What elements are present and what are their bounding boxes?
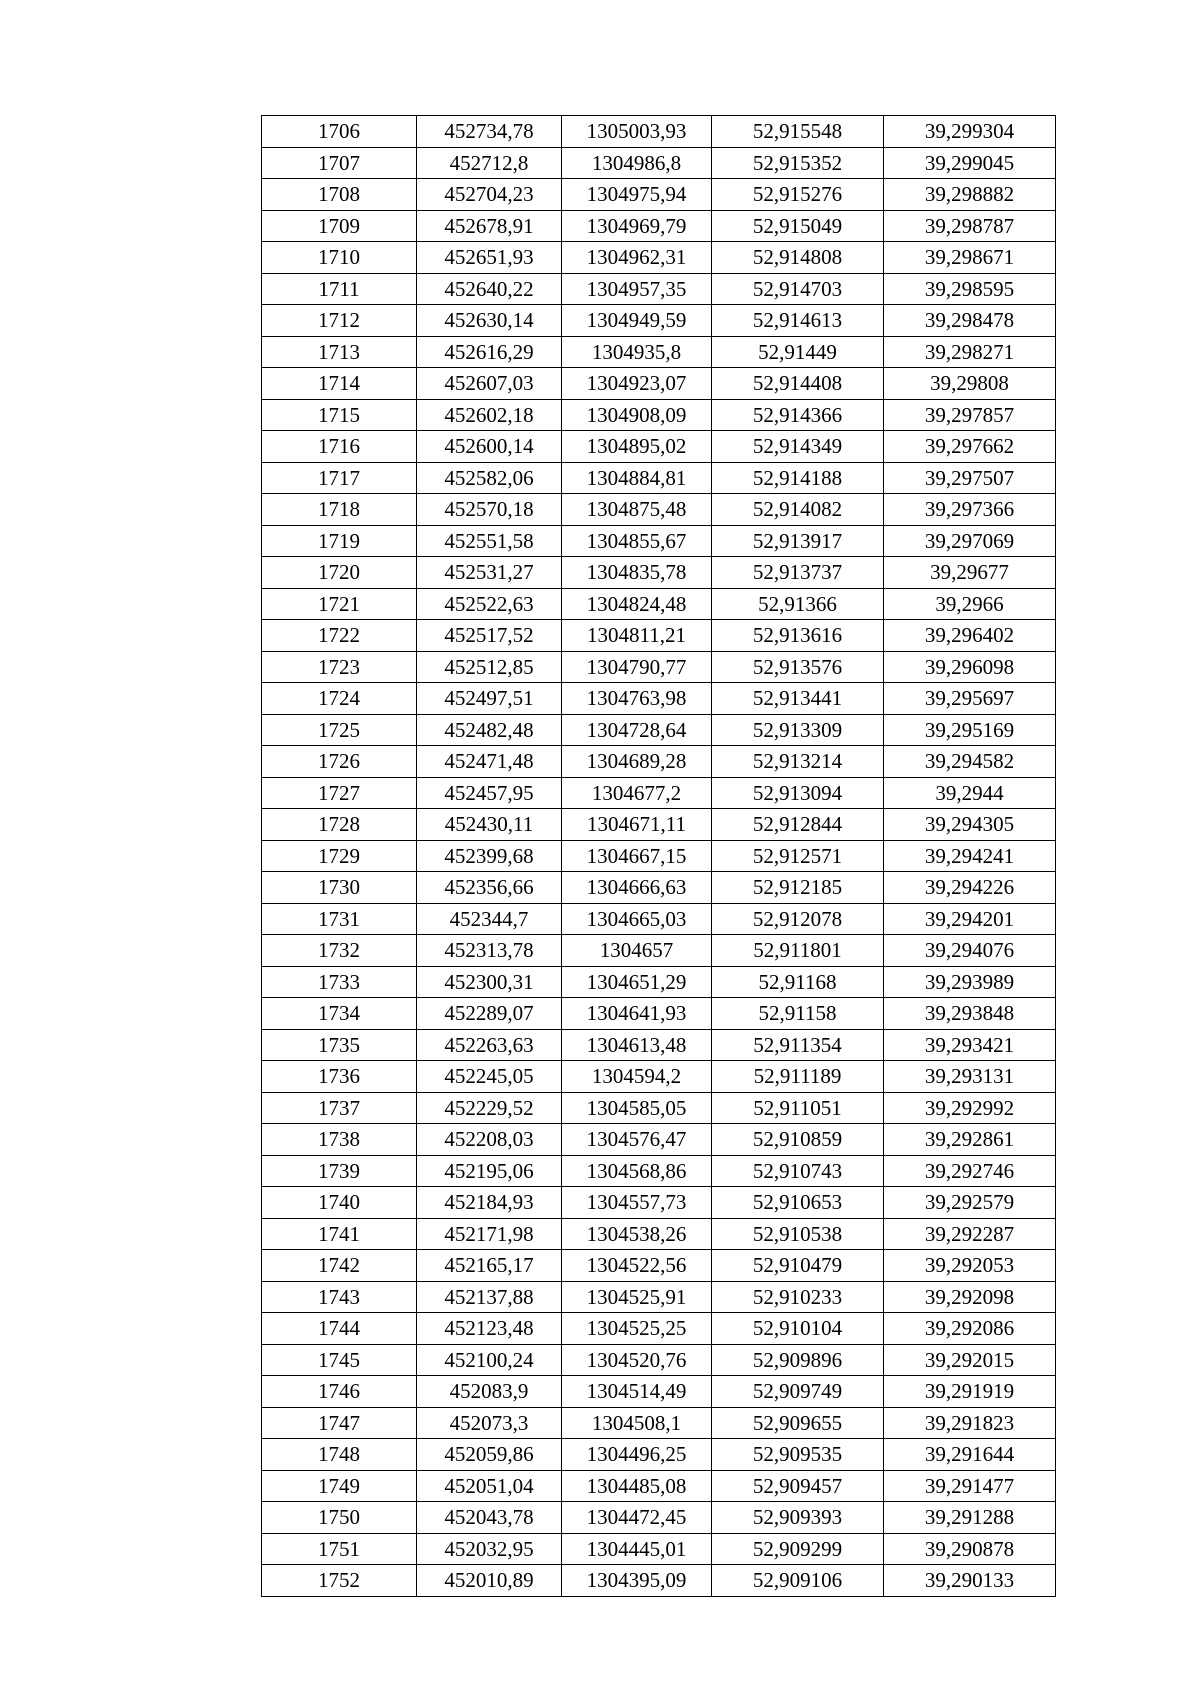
point-number-cell: 1709 xyxy=(262,210,417,242)
table-row xyxy=(262,494,1056,526)
longitude-cell: 39,298595 xyxy=(884,273,1056,305)
table-row xyxy=(262,998,1056,1030)
longitude-cell: 39,2944 xyxy=(884,777,1056,809)
point-number-cell: 1740 xyxy=(262,1187,417,1219)
point-number-cell: 1749 xyxy=(262,1470,417,1502)
x-coordinate-cell: 452651,93 xyxy=(417,242,562,274)
table-row xyxy=(262,1029,1056,1061)
x-coordinate-cell: 452032,95 xyxy=(417,1533,562,1565)
longitude-cell: 39,292992 xyxy=(884,1092,1056,1124)
point-number-cell: 1744 xyxy=(262,1313,417,1345)
latitude-cell: 52,909655 xyxy=(712,1407,884,1439)
y-coordinate-cell: 1304667,15 xyxy=(562,840,712,872)
table-row xyxy=(262,273,1056,305)
point-number-cell: 1731 xyxy=(262,903,417,935)
latitude-cell: 52,910653 xyxy=(712,1187,884,1219)
point-number-cell: 1725 xyxy=(262,714,417,746)
y-coordinate-cell: 1304445,01 xyxy=(562,1533,712,1565)
longitude-cell: 39,293848 xyxy=(884,998,1056,1030)
y-coordinate-cell: 1304568,86 xyxy=(562,1155,712,1187)
y-coordinate-cell: 1304522,56 xyxy=(562,1250,712,1282)
longitude-cell: 39,297662 xyxy=(884,431,1056,463)
latitude-cell: 52,915049 xyxy=(712,210,884,242)
y-coordinate-cell: 1304671,11 xyxy=(562,809,712,841)
latitude-cell: 52,913737 xyxy=(712,557,884,589)
point-number-cell: 1719 xyxy=(262,525,417,557)
table-row xyxy=(262,683,1056,715)
x-coordinate-cell: 452208,03 xyxy=(417,1124,562,1156)
y-coordinate-cell: 1304525,25 xyxy=(562,1313,712,1345)
point-number-cell: 1716 xyxy=(262,431,417,463)
table-row xyxy=(262,399,1056,431)
y-coordinate-cell: 1304666,63 xyxy=(562,872,712,904)
table-row xyxy=(262,1470,1056,1502)
table-row xyxy=(262,1344,1056,1376)
x-coordinate-cell: 452512,85 xyxy=(417,651,562,683)
point-number-cell: 1717 xyxy=(262,462,417,494)
longitude-cell: 39,290878 xyxy=(884,1533,1056,1565)
x-coordinate-cell: 452602,18 xyxy=(417,399,562,431)
y-coordinate-cell: 1304923,07 xyxy=(562,368,712,400)
y-coordinate-cell: 1304884,81 xyxy=(562,462,712,494)
latitude-cell: 52,910233 xyxy=(712,1281,884,1313)
point-number-cell: 1710 xyxy=(262,242,417,274)
point-number-cell: 1730 xyxy=(262,872,417,904)
latitude-cell: 52,909299 xyxy=(712,1533,884,1565)
latitude-cell: 52,909106 xyxy=(712,1565,884,1597)
longitude-cell: 39,291919 xyxy=(884,1376,1056,1408)
longitude-cell: 39,294201 xyxy=(884,903,1056,935)
x-coordinate-cell: 452678,91 xyxy=(417,210,562,242)
point-number-cell: 1726 xyxy=(262,746,417,778)
table-row xyxy=(262,714,1056,746)
table-row xyxy=(262,1376,1056,1408)
longitude-cell: 39,29677 xyxy=(884,557,1056,589)
point-number-cell: 1728 xyxy=(262,809,417,841)
table-row xyxy=(262,368,1056,400)
point-number-cell: 1747 xyxy=(262,1407,417,1439)
longitude-cell: 39,294241 xyxy=(884,840,1056,872)
point-number-cell: 1737 xyxy=(262,1092,417,1124)
longitude-cell: 39,2966 xyxy=(884,588,1056,620)
point-number-cell: 1734 xyxy=(262,998,417,1030)
latitude-cell: 52,91158 xyxy=(712,998,884,1030)
table-row xyxy=(262,903,1056,935)
table-row xyxy=(262,1155,1056,1187)
longitude-cell: 39,298478 xyxy=(884,305,1056,337)
y-coordinate-cell: 1304895,02 xyxy=(562,431,712,463)
y-coordinate-cell: 1304824,48 xyxy=(562,588,712,620)
x-coordinate-cell: 452300,31 xyxy=(417,966,562,998)
longitude-cell: 39,298882 xyxy=(884,179,1056,211)
longitude-cell: 39,291644 xyxy=(884,1439,1056,1471)
x-coordinate-cell: 452313,78 xyxy=(417,935,562,967)
longitude-cell: 39,292861 xyxy=(884,1124,1056,1156)
x-coordinate-cell: 452059,86 xyxy=(417,1439,562,1471)
x-coordinate-cell: 452043,78 xyxy=(417,1502,562,1534)
y-coordinate-cell: 1304395,09 xyxy=(562,1565,712,1597)
longitude-cell: 39,291823 xyxy=(884,1407,1056,1439)
longitude-cell: 39,295169 xyxy=(884,714,1056,746)
longitude-cell: 39,293131 xyxy=(884,1061,1056,1093)
y-coordinate-cell: 1304975,94 xyxy=(562,179,712,211)
coordinates-table xyxy=(261,115,1056,1597)
longitude-cell: 39,292098 xyxy=(884,1281,1056,1313)
point-number-cell: 1733 xyxy=(262,966,417,998)
x-coordinate-cell: 452123,48 xyxy=(417,1313,562,1345)
x-coordinate-cell: 452616,29 xyxy=(417,336,562,368)
latitude-cell: 52,914808 xyxy=(712,242,884,274)
coordinates-table-body xyxy=(262,116,1056,1597)
table-row xyxy=(262,525,1056,557)
longitude-cell: 39,297857 xyxy=(884,399,1056,431)
point-number-cell: 1711 xyxy=(262,273,417,305)
point-number-cell: 1743 xyxy=(262,1281,417,1313)
x-coordinate-cell: 452704,23 xyxy=(417,179,562,211)
point-number-cell: 1727 xyxy=(262,777,417,809)
longitude-cell: 39,294305 xyxy=(884,809,1056,841)
latitude-cell: 52,915276 xyxy=(712,179,884,211)
longitude-cell: 39,29808 xyxy=(884,368,1056,400)
latitude-cell: 52,912185 xyxy=(712,872,884,904)
longitude-cell: 39,297069 xyxy=(884,525,1056,557)
y-coordinate-cell: 1304485,08 xyxy=(562,1470,712,1502)
y-coordinate-cell: 1304514,49 xyxy=(562,1376,712,1408)
y-coordinate-cell: 1304496,25 xyxy=(562,1439,712,1471)
longitude-cell: 39,293421 xyxy=(884,1029,1056,1061)
x-coordinate-cell: 452600,14 xyxy=(417,431,562,463)
longitude-cell: 39,294582 xyxy=(884,746,1056,778)
point-number-cell: 1746 xyxy=(262,1376,417,1408)
table-row xyxy=(262,1218,1056,1250)
x-coordinate-cell: 452570,18 xyxy=(417,494,562,526)
point-number-cell: 1706 xyxy=(262,116,417,148)
y-coordinate-cell: 1304986,8 xyxy=(562,147,712,179)
latitude-cell: 52,915548 xyxy=(712,116,884,148)
table-row xyxy=(262,872,1056,904)
latitude-cell: 52,912844 xyxy=(712,809,884,841)
latitude-cell: 52,912078 xyxy=(712,903,884,935)
table-row xyxy=(262,210,1056,242)
x-coordinate-cell: 452457,95 xyxy=(417,777,562,809)
longitude-cell: 39,292746 xyxy=(884,1155,1056,1187)
x-coordinate-cell: 452195,06 xyxy=(417,1155,562,1187)
x-coordinate-cell: 452010,89 xyxy=(417,1565,562,1597)
y-coordinate-cell: 1304935,8 xyxy=(562,336,712,368)
x-coordinate-cell: 452517,52 xyxy=(417,620,562,652)
latitude-cell: 52,911801 xyxy=(712,935,884,967)
point-number-cell: 1722 xyxy=(262,620,417,652)
table-row xyxy=(262,242,1056,274)
y-coordinate-cell: 1304613,48 xyxy=(562,1029,712,1061)
y-coordinate-cell: 1304835,78 xyxy=(562,557,712,589)
y-coordinate-cell: 1304641,93 xyxy=(562,998,712,1030)
longitude-cell: 39,299304 xyxy=(884,116,1056,148)
table-row xyxy=(262,462,1056,494)
point-number-cell: 1715 xyxy=(262,399,417,431)
longitude-cell: 39,297507 xyxy=(884,462,1056,494)
x-coordinate-cell: 452289,07 xyxy=(417,998,562,1030)
table-row xyxy=(262,620,1056,652)
latitude-cell: 52,909393 xyxy=(712,1502,884,1534)
point-number-cell: 1724 xyxy=(262,683,417,715)
y-coordinate-cell: 1304969,79 xyxy=(562,210,712,242)
x-coordinate-cell: 452137,88 xyxy=(417,1281,562,1313)
y-coordinate-cell: 1304520,76 xyxy=(562,1344,712,1376)
table-row xyxy=(262,1313,1056,1345)
x-coordinate-cell: 452712,8 xyxy=(417,147,562,179)
point-number-cell: 1745 xyxy=(262,1344,417,1376)
latitude-cell: 52,913917 xyxy=(712,525,884,557)
point-number-cell: 1707 xyxy=(262,147,417,179)
y-coordinate-cell: 1304525,91 xyxy=(562,1281,712,1313)
table-row xyxy=(262,1502,1056,1534)
y-coordinate-cell: 1304763,98 xyxy=(562,683,712,715)
y-coordinate-cell: 1304855,67 xyxy=(562,525,712,557)
y-coordinate-cell: 1304651,29 xyxy=(562,966,712,998)
latitude-cell: 52,911189 xyxy=(712,1061,884,1093)
table-row xyxy=(262,1533,1056,1565)
x-coordinate-cell: 452073,3 xyxy=(417,1407,562,1439)
table-row xyxy=(262,588,1056,620)
latitude-cell: 52,914188 xyxy=(712,462,884,494)
x-coordinate-cell: 452471,48 xyxy=(417,746,562,778)
x-coordinate-cell: 452399,68 xyxy=(417,840,562,872)
latitude-cell: 52,913441 xyxy=(712,683,884,715)
table-row xyxy=(262,1187,1056,1219)
point-number-cell: 1713 xyxy=(262,336,417,368)
point-number-cell: 1712 xyxy=(262,305,417,337)
latitude-cell: 52,914408 xyxy=(712,368,884,400)
table-row xyxy=(262,1250,1056,1282)
latitude-cell: 52,913214 xyxy=(712,746,884,778)
point-number-cell: 1752 xyxy=(262,1565,417,1597)
y-coordinate-cell: 1304665,03 xyxy=(562,903,712,935)
y-coordinate-cell: 1304677,2 xyxy=(562,777,712,809)
table-row xyxy=(262,1439,1056,1471)
point-number-cell: 1720 xyxy=(262,557,417,589)
latitude-cell: 52,910743 xyxy=(712,1155,884,1187)
table-row xyxy=(262,336,1056,368)
latitude-cell: 52,912571 xyxy=(712,840,884,872)
latitude-cell: 52,910538 xyxy=(712,1218,884,1250)
table-row xyxy=(262,431,1056,463)
table-row xyxy=(262,1124,1056,1156)
y-coordinate-cell: 1304957,35 xyxy=(562,273,712,305)
x-coordinate-cell: 452263,63 xyxy=(417,1029,562,1061)
latitude-cell: 52,910479 xyxy=(712,1250,884,1282)
point-number-cell: 1748 xyxy=(262,1439,417,1471)
longitude-cell: 39,291477 xyxy=(884,1470,1056,1502)
longitude-cell: 39,292015 xyxy=(884,1344,1056,1376)
x-coordinate-cell: 452100,24 xyxy=(417,1344,562,1376)
x-coordinate-cell: 452582,06 xyxy=(417,462,562,494)
point-number-cell: 1739 xyxy=(262,1155,417,1187)
longitude-cell: 39,298787 xyxy=(884,210,1056,242)
x-coordinate-cell: 452734,78 xyxy=(417,116,562,148)
x-coordinate-cell: 452245,05 xyxy=(417,1061,562,1093)
x-coordinate-cell: 452497,51 xyxy=(417,683,562,715)
point-number-cell: 1736 xyxy=(262,1061,417,1093)
y-coordinate-cell: 1304508,1 xyxy=(562,1407,712,1439)
y-coordinate-cell: 1304657 xyxy=(562,935,712,967)
y-coordinate-cell: 1304949,59 xyxy=(562,305,712,337)
table-row xyxy=(262,651,1056,683)
longitude-cell: 39,293989 xyxy=(884,966,1056,998)
latitude-cell: 52,911051 xyxy=(712,1092,884,1124)
latitude-cell: 52,914366 xyxy=(712,399,884,431)
table-row xyxy=(262,557,1056,589)
point-number-cell: 1742 xyxy=(262,1250,417,1282)
point-number-cell: 1723 xyxy=(262,651,417,683)
latitude-cell: 52,913616 xyxy=(712,620,884,652)
table-row xyxy=(262,935,1056,967)
latitude-cell: 52,91366 xyxy=(712,588,884,620)
point-number-cell: 1732 xyxy=(262,935,417,967)
x-coordinate-cell: 452531,27 xyxy=(417,557,562,589)
x-coordinate-cell: 452171,98 xyxy=(417,1218,562,1250)
table-row xyxy=(262,966,1056,998)
x-coordinate-cell: 452607,03 xyxy=(417,368,562,400)
latitude-cell: 52,91168 xyxy=(712,966,884,998)
y-coordinate-cell: 1304594,2 xyxy=(562,1061,712,1093)
point-number-cell: 1738 xyxy=(262,1124,417,1156)
latitude-cell: 52,913576 xyxy=(712,651,884,683)
table-row xyxy=(262,840,1056,872)
x-coordinate-cell: 452356,66 xyxy=(417,872,562,904)
latitude-cell: 52,909535 xyxy=(712,1439,884,1471)
longitude-cell: 39,296098 xyxy=(884,651,1056,683)
latitude-cell: 52,914703 xyxy=(712,273,884,305)
latitude-cell: 52,909896 xyxy=(712,1344,884,1376)
x-coordinate-cell: 452522,63 xyxy=(417,588,562,620)
x-coordinate-cell: 452229,52 xyxy=(417,1092,562,1124)
y-coordinate-cell: 1304538,26 xyxy=(562,1218,712,1250)
table-row xyxy=(262,777,1056,809)
x-coordinate-cell: 452051,04 xyxy=(417,1470,562,1502)
table-row xyxy=(262,1407,1056,1439)
table-row xyxy=(262,1092,1056,1124)
longitude-cell: 39,297366 xyxy=(884,494,1056,526)
longitude-cell: 39,290133 xyxy=(884,1565,1056,1597)
latitude-cell: 52,913094 xyxy=(712,777,884,809)
table-row xyxy=(262,1061,1056,1093)
point-number-cell: 1708 xyxy=(262,179,417,211)
x-coordinate-cell: 452344,7 xyxy=(417,903,562,935)
y-coordinate-cell: 1304790,77 xyxy=(562,651,712,683)
table-row xyxy=(262,116,1056,148)
table-row xyxy=(262,809,1056,841)
longitude-cell: 39,298271 xyxy=(884,336,1056,368)
x-coordinate-cell: 452630,14 xyxy=(417,305,562,337)
latitude-cell: 52,909457 xyxy=(712,1470,884,1502)
longitude-cell: 39,295697 xyxy=(884,683,1056,715)
y-coordinate-cell: 1304689,28 xyxy=(562,746,712,778)
latitude-cell: 52,91449 xyxy=(712,336,884,368)
table-row xyxy=(262,1281,1056,1313)
longitude-cell: 39,292053 xyxy=(884,1250,1056,1282)
longitude-cell: 39,298671 xyxy=(884,242,1056,274)
y-coordinate-cell: 1305003,93 xyxy=(562,116,712,148)
y-coordinate-cell: 1304472,45 xyxy=(562,1502,712,1534)
point-number-cell: 1735 xyxy=(262,1029,417,1061)
table-row xyxy=(262,147,1056,179)
longitude-cell: 39,299045 xyxy=(884,147,1056,179)
table-row xyxy=(262,179,1056,211)
y-coordinate-cell: 1304557,73 xyxy=(562,1187,712,1219)
point-number-cell: 1714 xyxy=(262,368,417,400)
point-number-cell: 1741 xyxy=(262,1218,417,1250)
y-coordinate-cell: 1304585,05 xyxy=(562,1092,712,1124)
x-coordinate-cell: 452640,22 xyxy=(417,273,562,305)
point-number-cell: 1721 xyxy=(262,588,417,620)
point-number-cell: 1718 xyxy=(262,494,417,526)
table-row xyxy=(262,746,1056,778)
x-coordinate-cell: 452184,93 xyxy=(417,1187,562,1219)
longitude-cell: 39,294076 xyxy=(884,935,1056,967)
latitude-cell: 52,910859 xyxy=(712,1124,884,1156)
longitude-cell: 39,292287 xyxy=(884,1218,1056,1250)
table-row xyxy=(262,305,1056,337)
latitude-cell: 52,909749 xyxy=(712,1376,884,1408)
latitude-cell: 52,914349 xyxy=(712,431,884,463)
latitude-cell: 52,910104 xyxy=(712,1313,884,1345)
x-coordinate-cell: 452430,11 xyxy=(417,809,562,841)
latitude-cell: 52,914082 xyxy=(712,494,884,526)
latitude-cell: 52,915352 xyxy=(712,147,884,179)
longitude-cell: 39,296402 xyxy=(884,620,1056,652)
x-coordinate-cell: 452083,9 xyxy=(417,1376,562,1408)
latitude-cell: 52,914613 xyxy=(712,305,884,337)
longitude-cell: 39,292579 xyxy=(884,1187,1056,1219)
table-row xyxy=(262,1565,1056,1597)
y-coordinate-cell: 1304576,47 xyxy=(562,1124,712,1156)
x-coordinate-cell: 452482,48 xyxy=(417,714,562,746)
y-coordinate-cell: 1304875,48 xyxy=(562,494,712,526)
x-coordinate-cell: 452165,17 xyxy=(417,1250,562,1282)
longitude-cell: 39,294226 xyxy=(884,872,1056,904)
y-coordinate-cell: 1304908,09 xyxy=(562,399,712,431)
y-coordinate-cell: 1304728,64 xyxy=(562,714,712,746)
longitude-cell: 39,291288 xyxy=(884,1502,1056,1534)
latitude-cell: 52,913309 xyxy=(712,714,884,746)
y-coordinate-cell: 1304962,31 xyxy=(562,242,712,274)
point-number-cell: 1751 xyxy=(262,1533,417,1565)
point-number-cell: 1750 xyxy=(262,1502,417,1534)
longitude-cell: 39,292086 xyxy=(884,1313,1056,1345)
x-coordinate-cell: 452551,58 xyxy=(417,525,562,557)
latitude-cell: 52,911354 xyxy=(712,1029,884,1061)
point-number-cell: 1729 xyxy=(262,840,417,872)
y-coordinate-cell: 1304811,21 xyxy=(562,620,712,652)
